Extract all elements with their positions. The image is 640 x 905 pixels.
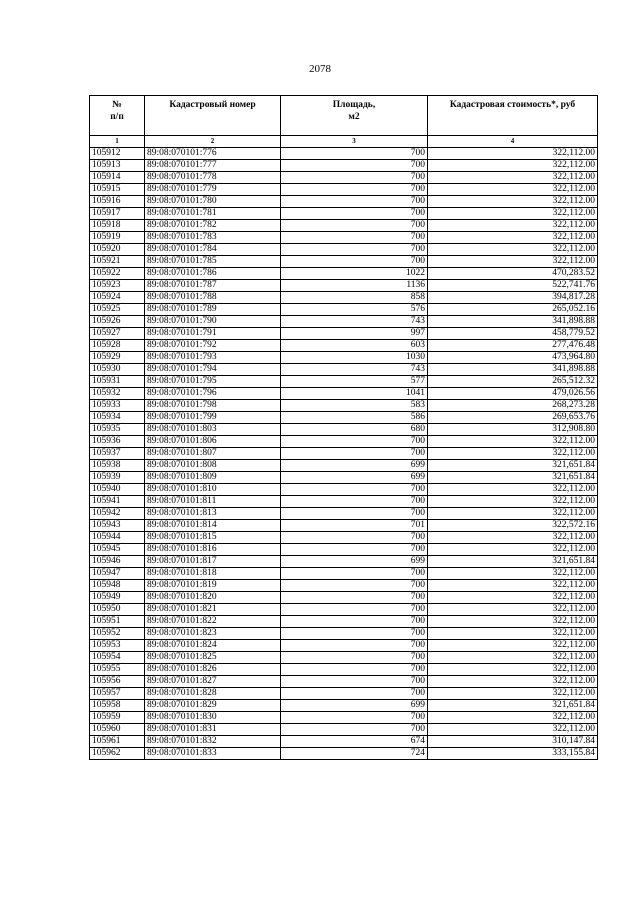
- area-cell: 700: [281, 604, 428, 616]
- row-number-cell: 105945: [90, 544, 145, 556]
- area-cell: 576: [281, 304, 428, 316]
- row-number-cell: 105959: [90, 712, 145, 724]
- area-cell: 743: [281, 316, 428, 328]
- row-number-cell: 105954: [90, 652, 145, 664]
- cadastral-number-cell: 89:08:070101:784: [145, 244, 281, 256]
- row-number-cell: 105931: [90, 376, 145, 388]
- cadastral-value-cell: 312,908.80: [428, 424, 598, 436]
- cadastral-number-cell: 89:08:070101:811: [145, 496, 281, 508]
- cadastral-number-cell: 89:08:070101:778: [145, 172, 281, 184]
- cadastral-value-cell: 322,112.00: [428, 688, 598, 700]
- cadastral-number-cell: 89:08:070101:807: [145, 448, 281, 460]
- area-cell: 700: [281, 496, 428, 508]
- row-number-cell: 105932: [90, 388, 145, 400]
- cadastral-value-cell: 322,112.00: [428, 148, 598, 160]
- row-number-cell: 105961: [90, 736, 145, 748]
- row-number-cell: 105944: [90, 532, 145, 544]
- row-number-cell: 105925: [90, 304, 145, 316]
- cadastral-value-cell: 277,476.48: [428, 340, 598, 352]
- area-cell: 674: [281, 736, 428, 748]
- cadastral-value-cell: 322,112.00: [428, 592, 598, 604]
- cadastral-number-cell: 89:08:070101:810: [145, 484, 281, 496]
- row-number-cell: 105960: [90, 724, 145, 736]
- cadastral-number-cell: 89:08:070101:791: [145, 328, 281, 340]
- cadastral-number-cell: 89:08:070101:826: [145, 664, 281, 676]
- row-number-cell: 105922: [90, 268, 145, 280]
- table-row: [90, 340, 598, 352]
- column-index: 2: [145, 136, 281, 148]
- cadastral-value-cell: 322,112.00: [428, 640, 598, 652]
- cadastral-value-cell: 322,572.16: [428, 520, 598, 532]
- cadastral-number-cell: 89:08:070101:824: [145, 640, 281, 652]
- area-cell: 699: [281, 472, 428, 484]
- cadastral-value-cell: 322,112.00: [428, 436, 598, 448]
- area-cell: 700: [281, 616, 428, 628]
- area-cell: 700: [281, 580, 428, 592]
- row-number-cell: 105940: [90, 484, 145, 496]
- row-number-cell: 105951: [90, 616, 145, 628]
- header-cadastral-value-label: Кадастровая стоимость*, руб: [449, 100, 576, 110]
- row-number-cell: 105943: [90, 520, 145, 532]
- cadastral-number-cell: 89:08:070101:815: [145, 532, 281, 544]
- row-number-cell: 105942: [90, 508, 145, 520]
- area-cell: 583: [281, 400, 428, 412]
- area-cell: 997: [281, 328, 428, 340]
- table-row: [90, 700, 598, 712]
- area-cell: 1022: [281, 268, 428, 280]
- row-number-cell: 105962: [90, 748, 145, 760]
- cadastral-number-cell: 89:08:070101:814: [145, 520, 281, 532]
- cadastral-number-cell: 89:08:070101:799: [145, 412, 281, 424]
- table-row: [90, 616, 598, 628]
- area-cell: 680: [281, 424, 428, 436]
- row-number-cell: 105946: [90, 556, 145, 568]
- page-number: 2078: [309, 63, 331, 75]
- cadastral-number-cell: 89:08:070101:825: [145, 652, 281, 664]
- cadastral-number-cell: 89:08:070101:796: [145, 388, 281, 400]
- row-number-cell: 105920: [90, 244, 145, 256]
- row-number-cell: 105949: [90, 592, 145, 604]
- cadastral-value-cell: 322,112.00: [428, 544, 598, 556]
- cadastral-number-cell: 89:08:070101:809: [145, 472, 281, 484]
- area-cell: 700: [281, 256, 428, 268]
- cadastral-number-cell: 89:08:070101:781: [145, 208, 281, 220]
- cadastral-number-cell: 89:08:070101:830: [145, 712, 281, 724]
- table-row: [90, 328, 598, 340]
- cadastral-number-cell: 89:08:070101:795: [145, 376, 281, 388]
- row-number-cell: 105958: [90, 700, 145, 712]
- area-cell: 586: [281, 412, 428, 424]
- row-number-cell: 105919: [90, 232, 145, 244]
- cadastral-value-cell: 310,147.84: [428, 736, 598, 748]
- cadastral-value-cell: 321,651.84: [428, 460, 598, 472]
- table-row: [90, 652, 598, 664]
- cadastral-number-cell: 89:08:070101:787: [145, 280, 281, 292]
- table-row: [90, 160, 598, 172]
- cadastral-number-cell: 89:08:070101:821: [145, 604, 281, 616]
- row-number-cell: 105937: [90, 448, 145, 460]
- area-cell: 700: [281, 448, 428, 460]
- cadastral-number-cell: 89:08:070101:832: [145, 736, 281, 748]
- table-row: [90, 496, 598, 508]
- area-cell: 700: [281, 172, 428, 184]
- cadastral-number-cell: 89:08:070101:817: [145, 556, 281, 568]
- table-row: [90, 508, 598, 520]
- cadastral-number-cell: 89:08:070101:782: [145, 220, 281, 232]
- row-number-cell: 105928: [90, 340, 145, 352]
- cadastral-value-cell: 322,112.00: [428, 604, 598, 616]
- cadastral-value-cell: 322,112.00: [428, 172, 598, 184]
- cadastral-number-cell: 89:08:070101:789: [145, 304, 281, 316]
- area-cell: 700: [281, 148, 428, 160]
- row-number-cell: 105936: [90, 436, 145, 448]
- row-number-cell: 105915: [90, 184, 145, 196]
- cadastral-number-cell: 89:08:070101:792: [145, 340, 281, 352]
- area-cell: 700: [281, 544, 428, 556]
- cadastral-number-cell: 89:08:070101:794: [145, 364, 281, 376]
- table-row: [90, 424, 598, 436]
- cadastral-number-cell: 89:08:070101:793: [145, 352, 281, 364]
- cadastral-number-cell: 89:08:070101:828: [145, 688, 281, 700]
- cadastral-value-cell: 322,112.00: [428, 208, 598, 220]
- header-area: [281, 96, 428, 136]
- row-number-cell: 105926: [90, 316, 145, 328]
- row-number-cell: 105948: [90, 580, 145, 592]
- cadastral-value-cell: 265,052.16: [428, 304, 598, 316]
- area-cell: 700: [281, 232, 428, 244]
- cadastral-number-cell: 89:08:070101:788: [145, 292, 281, 304]
- area-cell: 858: [281, 292, 428, 304]
- cadastral-value-cell: 473,964.80: [428, 352, 598, 364]
- header-area-label: Площадь, м2: [332, 100, 376, 122]
- area-cell: 700: [281, 652, 428, 664]
- table-row: [90, 460, 598, 472]
- area-cell: 700: [281, 568, 428, 580]
- cadastral-value-cell: 322,112.00: [428, 568, 598, 580]
- cadastral-number-cell: 89:08:070101:780: [145, 196, 281, 208]
- row-number-cell: 105913: [90, 160, 145, 172]
- cadastre-table: [89, 95, 598, 760]
- cadastral-number-cell: 89:08:070101:803: [145, 424, 281, 436]
- area-cell: 700: [281, 676, 428, 688]
- cadastral-value-cell: 322,112.00: [428, 448, 598, 460]
- table-row: [90, 196, 598, 208]
- area-cell: 700: [281, 508, 428, 520]
- area-cell: 700: [281, 532, 428, 544]
- cadastral-value-cell: 341,898.88: [428, 364, 598, 376]
- table-row: [90, 376, 598, 388]
- cadastral-value-cell: 265,512.32: [428, 376, 598, 388]
- table-row: [90, 484, 598, 496]
- cadastral-number-cell: 89:08:070101:833: [145, 748, 281, 760]
- row-number-cell: 105930: [90, 364, 145, 376]
- cadastral-value-cell: 479,026.56: [428, 388, 598, 400]
- cadastral-number-cell: 89:08:070101:790: [145, 316, 281, 328]
- area-cell: 577: [281, 376, 428, 388]
- cadastral-number-cell: 89:08:070101:785: [145, 256, 281, 268]
- cadastral-number-cell: 89:08:070101:818: [145, 568, 281, 580]
- table-row: [90, 304, 598, 316]
- cadastral-value-cell: 322,112.00: [428, 532, 598, 544]
- table-row: [90, 292, 598, 304]
- table-row: [90, 664, 598, 676]
- table-row: [90, 544, 598, 556]
- table-row: [90, 448, 598, 460]
- table-header-row: [90, 96, 598, 136]
- cadastral-number-cell: 89:08:070101:819: [145, 580, 281, 592]
- cadastral-value-cell: 322,112.00: [428, 616, 598, 628]
- cadastral-number-cell: 89:08:070101:779: [145, 184, 281, 196]
- cadastral-value-cell: 269,653.76: [428, 412, 598, 424]
- row-number-cell: 105914: [90, 172, 145, 184]
- row-number-cell: 105912: [90, 148, 145, 160]
- cadastral-number-cell: 89:08:070101:823: [145, 628, 281, 640]
- table-row: [90, 556, 598, 568]
- column-index: 3: [281, 136, 428, 148]
- area-cell: 700: [281, 436, 428, 448]
- cadastral-number-cell: 89:08:070101:827: [145, 676, 281, 688]
- area-cell: 700: [281, 196, 428, 208]
- area-cell: 700: [281, 220, 428, 232]
- header-row-number: [90, 96, 145, 136]
- area-cell: 700: [281, 640, 428, 652]
- row-number-cell: 105941: [90, 496, 145, 508]
- column-index: 1: [90, 136, 145, 148]
- table-row: [90, 532, 598, 544]
- row-number-cell: 105950: [90, 604, 145, 616]
- table-row: [90, 436, 598, 448]
- area-cell: 699: [281, 556, 428, 568]
- area-cell: 700: [281, 664, 428, 676]
- column-index-row: [90, 136, 598, 148]
- row-number-cell: 105933: [90, 400, 145, 412]
- cadastral-value-cell: 341,898.88: [428, 316, 598, 328]
- area-cell: 603: [281, 340, 428, 352]
- area-cell: 700: [281, 160, 428, 172]
- cadastral-value-cell: 458,779.52: [428, 328, 598, 340]
- cadastral-value-cell: 333,155.84: [428, 748, 598, 760]
- row-number-cell: 105916: [90, 196, 145, 208]
- header-cadastral-value: [428, 96, 598, 136]
- cadastral-value-cell: 322,112.00: [428, 196, 598, 208]
- area-cell: 701: [281, 520, 428, 532]
- cadastral-number-cell: 89:08:070101:820: [145, 592, 281, 604]
- row-number-cell: 105955: [90, 664, 145, 676]
- table-row: [90, 400, 598, 412]
- area-cell: 700: [281, 184, 428, 196]
- cadastral-value-cell: 322,112.00: [428, 220, 598, 232]
- table-row: [90, 244, 598, 256]
- table-row: [90, 148, 598, 160]
- table-row: [90, 604, 598, 616]
- header-row-number-label: № п/п: [110, 100, 124, 122]
- area-cell: 699: [281, 460, 428, 472]
- table-row: [90, 184, 598, 196]
- area-cell: 700: [281, 688, 428, 700]
- cadastral-value-cell: 322,112.00: [428, 160, 598, 172]
- area-cell: 700: [281, 244, 428, 256]
- cadastral-number-cell: 89:08:070101:816: [145, 544, 281, 556]
- row-number-cell: 105957: [90, 688, 145, 700]
- header-cadastral-number: [145, 96, 281, 136]
- area-cell: 1041: [281, 388, 428, 400]
- cadastral-value-cell: 268,273.28: [428, 400, 598, 412]
- row-number-cell: 105935: [90, 424, 145, 436]
- area-cell: 700: [281, 208, 428, 220]
- cadastral-value-cell: 322,112.00: [428, 256, 598, 268]
- area-cell: 700: [281, 484, 428, 496]
- table-row: [90, 520, 598, 532]
- row-number-cell: 105921: [90, 256, 145, 268]
- cadastral-value-cell: 321,651.84: [428, 472, 598, 484]
- cadastral-number-cell: 89:08:070101:783: [145, 232, 281, 244]
- table-row: [90, 580, 598, 592]
- table-body: [90, 148, 598, 760]
- column-index: 4: [428, 136, 598, 148]
- row-number-cell: 105929: [90, 352, 145, 364]
- area-cell: 700: [281, 628, 428, 640]
- area-cell: 1136: [281, 280, 428, 292]
- cadastral-number-cell: 89:08:070101:813: [145, 508, 281, 520]
- cadastral-value-cell: 322,112.00: [428, 724, 598, 736]
- table-row: [90, 592, 598, 604]
- table-row: [90, 472, 598, 484]
- cadastral-value-cell: 322,112.00: [428, 628, 598, 640]
- cadastral-value-cell: 322,112.00: [428, 652, 598, 664]
- table-row: [90, 232, 598, 244]
- table-row: [90, 736, 598, 748]
- table-row: [90, 352, 598, 364]
- cadastral-value-cell: 322,112.00: [428, 580, 598, 592]
- table-row: [90, 568, 598, 580]
- row-number-cell: 105956: [90, 676, 145, 688]
- area-cell: 724: [281, 748, 428, 760]
- table-row: [90, 628, 598, 640]
- table-row: [90, 688, 598, 700]
- table-row: [90, 748, 598, 760]
- area-cell: 743: [281, 364, 428, 376]
- cadastral-number-cell: 89:08:070101:776: [145, 148, 281, 160]
- table-row: [90, 676, 598, 688]
- table-row: [90, 220, 598, 232]
- header-cadastral-number-label: Кадастровый номер: [169, 100, 256, 110]
- row-number-cell: 105939: [90, 472, 145, 484]
- cadastral-number-cell: 89:08:070101:806: [145, 436, 281, 448]
- cadastral-value-cell: 322,112.00: [428, 232, 598, 244]
- cadastral-value-cell: 470,283.52: [428, 268, 598, 280]
- row-number-cell: 105918: [90, 220, 145, 232]
- cadastral-value-cell: 322,112.00: [428, 244, 598, 256]
- table-row: [90, 412, 598, 424]
- cadastral-number-cell: 89:08:070101:829: [145, 700, 281, 712]
- table-row: [90, 316, 598, 328]
- cadastral-value-cell: 522,741.76: [428, 280, 598, 292]
- cadastral-number-cell: 89:08:070101:798: [145, 400, 281, 412]
- cadastral-number-cell: 89:08:070101:786: [145, 268, 281, 280]
- table-row: [90, 208, 598, 220]
- row-number-cell: 105934: [90, 412, 145, 424]
- cadastral-number-cell: 89:08:070101:831: [145, 724, 281, 736]
- table-row: [90, 712, 598, 724]
- cadastral-number-cell: 89:08:070101:777: [145, 160, 281, 172]
- area-cell: 700: [281, 724, 428, 736]
- row-number-cell: 105953: [90, 640, 145, 652]
- cadastral-value-cell: 322,112.00: [428, 712, 598, 724]
- cadastral-value-cell: 322,112.00: [428, 496, 598, 508]
- row-number-cell: 105917: [90, 208, 145, 220]
- cadastral-value-cell: 322,112.00: [428, 676, 598, 688]
- cadastral-value-cell: 321,651.84: [428, 556, 598, 568]
- area-cell: 700: [281, 592, 428, 604]
- area-cell: 699: [281, 700, 428, 712]
- cadastral-number-cell: 89:08:070101:808: [145, 460, 281, 472]
- cadastral-value-cell: 321,651.84: [428, 700, 598, 712]
- cadastral-number-cell: 89:08:070101:822: [145, 616, 281, 628]
- table-row: [90, 172, 598, 184]
- cadastral-value-cell: 394,817.28: [428, 292, 598, 304]
- row-number-cell: 105938: [90, 460, 145, 472]
- area-cell: 1030: [281, 352, 428, 364]
- table-row: [90, 640, 598, 652]
- area-cell: 700: [281, 712, 428, 724]
- row-number-cell: 105947: [90, 568, 145, 580]
- table-row: [90, 724, 598, 736]
- row-number-cell: 105923: [90, 280, 145, 292]
- row-number-cell: 105927: [90, 328, 145, 340]
- cadastral-value-cell: 322,112.00: [428, 184, 598, 196]
- table-row: [90, 256, 598, 268]
- cadastral-value-cell: 322,112.00: [428, 484, 598, 496]
- table-row: [90, 268, 598, 280]
- table-row: [90, 364, 598, 376]
- cadastral-value-cell: 322,112.00: [428, 664, 598, 676]
- cadastral-value-cell: 322,112.00: [428, 508, 598, 520]
- table-row: [90, 388, 598, 400]
- row-number-cell: 105924: [90, 292, 145, 304]
- row-number-cell: 105952: [90, 628, 145, 640]
- table-row: [90, 280, 598, 292]
